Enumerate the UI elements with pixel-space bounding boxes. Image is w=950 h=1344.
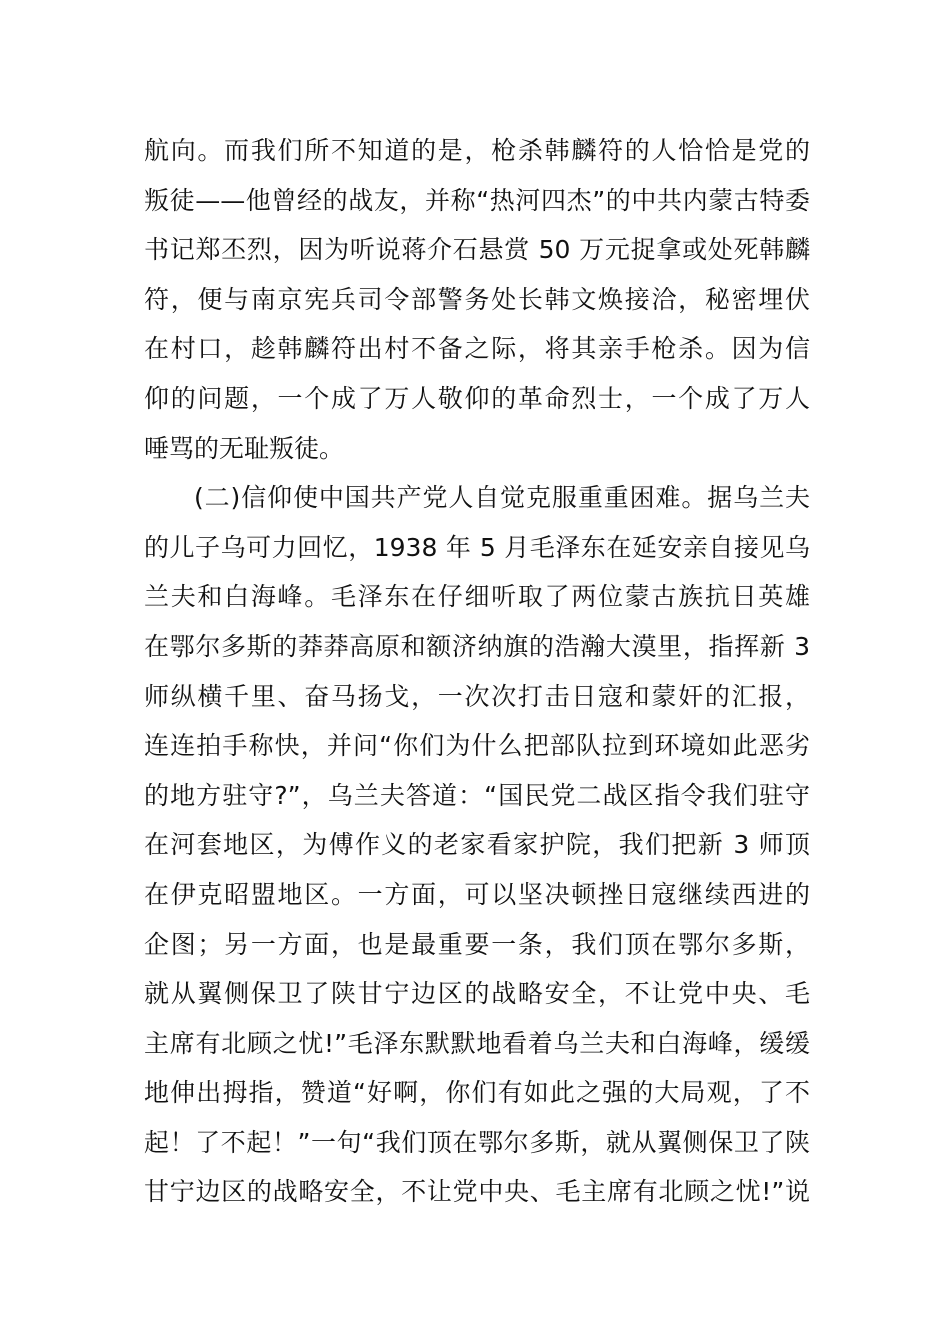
- text-line: 在河套地区，为傅作义的老家看家护院，我们把新 3 师顶: [144, 830, 810, 860]
- text-line: 航向。而我们所不知道的是，枪杀韩麟符的人恰恰是党的: [144, 136, 810, 165]
- text-line: 的儿子乌可力回忆，1938 年 5 月毛泽东在延安亲自接见乌: [144, 532, 810, 562]
- text-line: 唾骂的无耻叛徒。: [144, 433, 345, 463]
- text-line: 起！了不起！”一句“我们顶在鄂尔多斯，就从翼侧保卫了陕: [144, 1127, 810, 1157]
- text-line: 连连拍手称快，并问“你们为什么把部队拉到环境如此恶劣: [144, 731, 810, 761]
- paragraph-2: [144, 473, 810, 1217]
- text-line: 书记郑丕烈，因为听说蒋介石悬赏 50 万元捉拿或处死韩麟: [144, 235, 810, 265]
- text-line: 符，便与南京宪兵司令部警务处长韩文焕接洽，秘密埋伏: [144, 284, 810, 314]
- text-line: 地伸出拇指，赞道“好啊，你们有如此之强的大局观，了不: [144, 1078, 810, 1108]
- text-line: 叛徒——他曾经的战友，并称“热河四杰”的中共内蒙古特委: [144, 185, 810, 215]
- text-line: 就从翼侧保卫了陕甘宁边区的战略安全，不让党中央、毛: [144, 979, 810, 1009]
- text-line: 在鄂尔多斯的莽莽高原和额济纳旗的浩瀚大漠里，指挥新 3: [144, 631, 810, 661]
- text-line: (二)信仰使中国共产党人自觉克服重重困难。据乌兰夫: [194, 483, 810, 513]
- text-line: 师纵横千里、奋马扬戈，一次次打击日寇和蒙奸的汇报，: [144, 681, 810, 711]
- text-line: 主席有北顾之忧!”毛泽东默默地看着乌兰夫和白海峰，缓缓: [144, 1028, 810, 1058]
- text-line: 企图；另一方面，也是最重要一条，我们顶在鄂尔多斯，: [144, 929, 810, 959]
- text-line: 在村口，趁韩麟符出村不备之际，将其亲手枪杀。因为信: [144, 334, 810, 364]
- text-line: 兰夫和白海峰。毛泽东在仔细听取了两位蒙古族抗日英雄: [144, 582, 810, 612]
- paragraph-1: [144, 126, 810, 473]
- text-line: 的地方驻守?”，乌兰夫答道：“国民党二战区指令我们驻守: [144, 780, 810, 810]
- text-line: 在伊克昭盟地区。一方面，可以坚决顿挫日寇继续西进的: [144, 879, 810, 909]
- document-body: [144, 126, 810, 1217]
- text-line: 甘宁边区的战略安全，不让党中央、毛主席有北顾之忧!”说: [144, 1177, 810, 1207]
- text-line: 仰的问题，一个成了万人敬仰的革命烈士，一个成了万人: [144, 383, 810, 413]
